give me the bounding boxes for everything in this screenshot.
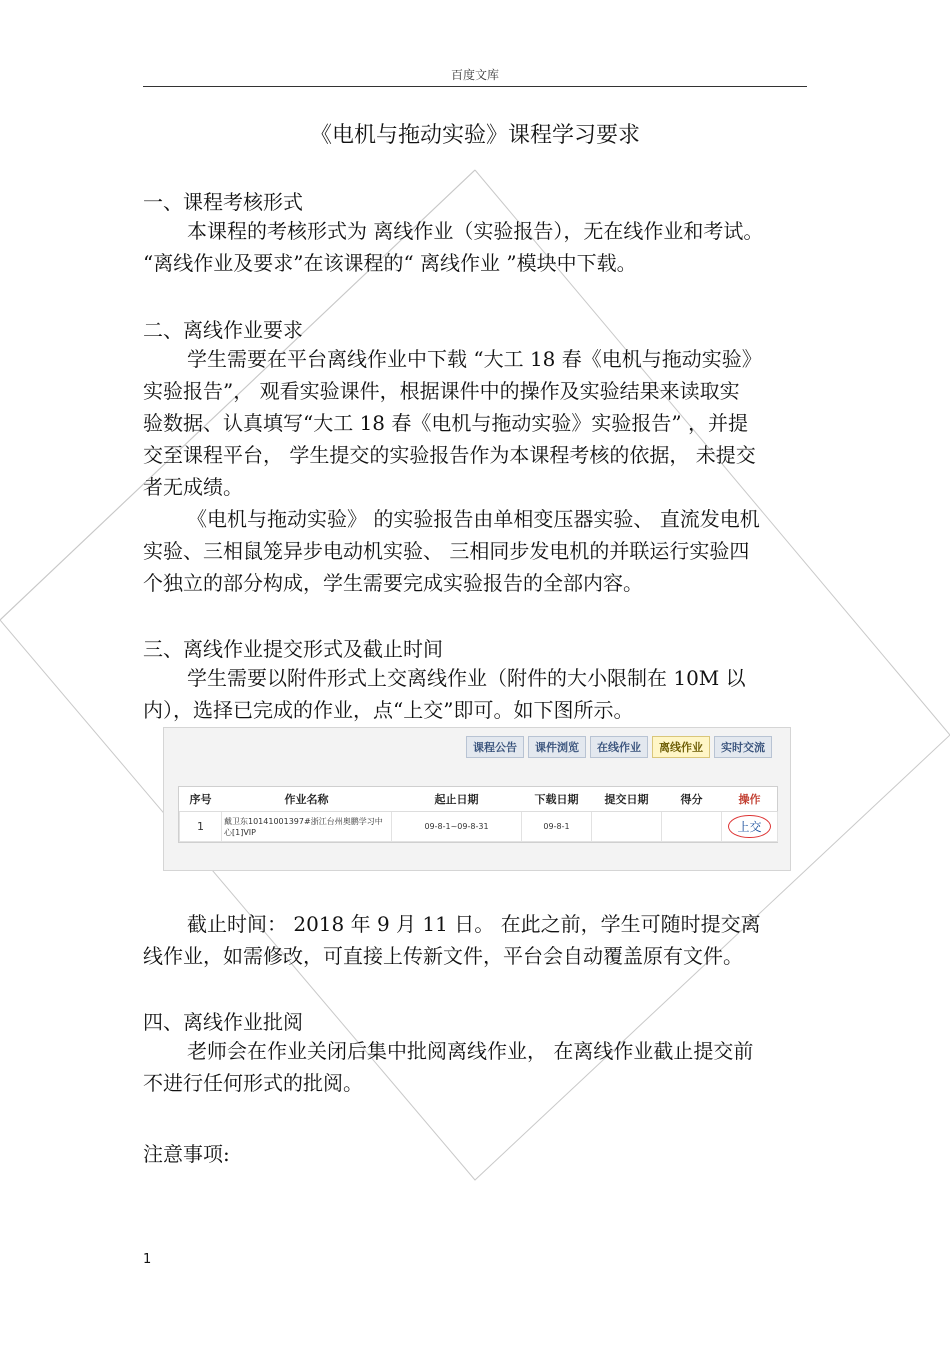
column-header: 序号 — [180, 787, 222, 812]
tab-online-homework[interactable]: 在线作业 — [590, 736, 648, 758]
row-action-cell — [722, 812, 778, 842]
text-line: 实验、三相鼠笼异步电动机实验、 三相同步发电机的并联运行实验四 — [143, 539, 750, 563]
column-header: 下载日期 — [522, 787, 592, 812]
tab-live-chat[interactable]: 实时交流 — [714, 736, 772, 758]
homework-table — [179, 787, 778, 842]
text-line: 老师会在作业关闭后集中批阅离线作业， 在离线作业截止提交前 — [187, 1039, 754, 1063]
row-download-date: 09-8-1 — [522, 812, 592, 842]
column-header: 起止日期 — [392, 787, 522, 812]
table-header-row — [180, 787, 778, 812]
text-line: 本课程的考核形式为 离线作业（实验报告），无在线作业和考试。 — [187, 219, 764, 243]
page-header: 百度文库 — [450, 68, 499, 82]
text-line: 内），选择已完成的作业，点“上交”即可。如下图所示。 — [143, 698, 634, 722]
text-line: 者无成绩。 — [143, 475, 243, 499]
text-line: 实验报告”， 观看实验课件，根据课件中的操作及实验结果来读取实 — [143, 379, 740, 403]
column-header: 提交日期 — [592, 787, 662, 812]
row-index: 1 — [180, 812, 222, 842]
submit-button[interactable]: 上交 — [728, 815, 770, 838]
tab-course-notice[interactable]: 课程公告 — [466, 736, 524, 758]
section-3-heading: 三、离线作业提交形式及截止时间 — [143, 637, 443, 661]
column-header: 操作 — [722, 787, 778, 812]
notes-heading: 注意事项: — [143, 1142, 230, 1166]
row-homework-name: 戴卫东10141001397#浙江台州奥鹏学习中心[1]VIP — [222, 812, 392, 842]
text-line: 线作业，如需修改，可直接上传新文件，平台会自动覆盖原有文件。 — [143, 944, 743, 968]
text-line: 学生需要在平台离线作业中下载 “大工 18 春《电机与拖动实验》 — [187, 347, 762, 371]
row-period: 09-8-1~09-8-31 — [392, 812, 522, 842]
text-line: 学生需要以附件形式上交离线作业（附件的大小限制在 10M 以 — [187, 666, 746, 690]
table-row — [180, 812, 778, 842]
text-line: 交至课程平台， 学生提交的实验报告作为本课程考核的依据， 未提交 — [143, 443, 756, 467]
column-header: 得分 — [662, 787, 722, 812]
tab-courseware[interactable]: 课件浏览 — [528, 736, 586, 758]
text-line: 截止时间： 2018 年 9 月 11 日。 在此之前，学生可随时提交离 — [187, 912, 761, 936]
homework-table-wrap — [178, 786, 778, 843]
section-1-body — [143, 215, 807, 279]
text-line: 《电机与拖动实验》 的实验报告由单相变压器实验、 直流发电机 — [187, 507, 760, 531]
section-4-body — [143, 1035, 807, 1099]
page-number: 1 — [143, 1252, 152, 1267]
section-3-body — [143, 662, 807, 726]
text-line: “离线作业及要求”在该课程的“ 离线作业 ”模块中下载。 — [143, 251, 637, 275]
text-line: 个独立的部分构成，学生需要完成实验报告的全部内容。 — [143, 571, 643, 595]
section-4-heading: 四、离线作业批阅 — [143, 1010, 303, 1034]
course-tabs — [466, 736, 772, 758]
text-line: 验数据、认真填写“大工 18 春《电机与拖动实验》实验报告” ，并提 — [143, 411, 748, 435]
header-rule — [143, 86, 807, 87]
text-line: 不进行任何形式的批阅。 — [143, 1071, 363, 1095]
row-score — [662, 812, 722, 842]
section-2-body — [143, 343, 807, 599]
section-1-heading: 一、课程考核形式 — [143, 190, 303, 214]
column-header: 作业名称 — [222, 787, 392, 812]
section-2-heading: 二、离线作业要求 — [143, 318, 303, 342]
tab-offline-homework[interactable]: 离线作业 — [652, 736, 710, 758]
embedded-screenshot — [163, 727, 791, 871]
row-submit-date — [592, 812, 662, 842]
document-title: 《电机与拖动实验》课程学习要求 — [309, 123, 640, 148]
section-3-deadline — [143, 908, 807, 972]
